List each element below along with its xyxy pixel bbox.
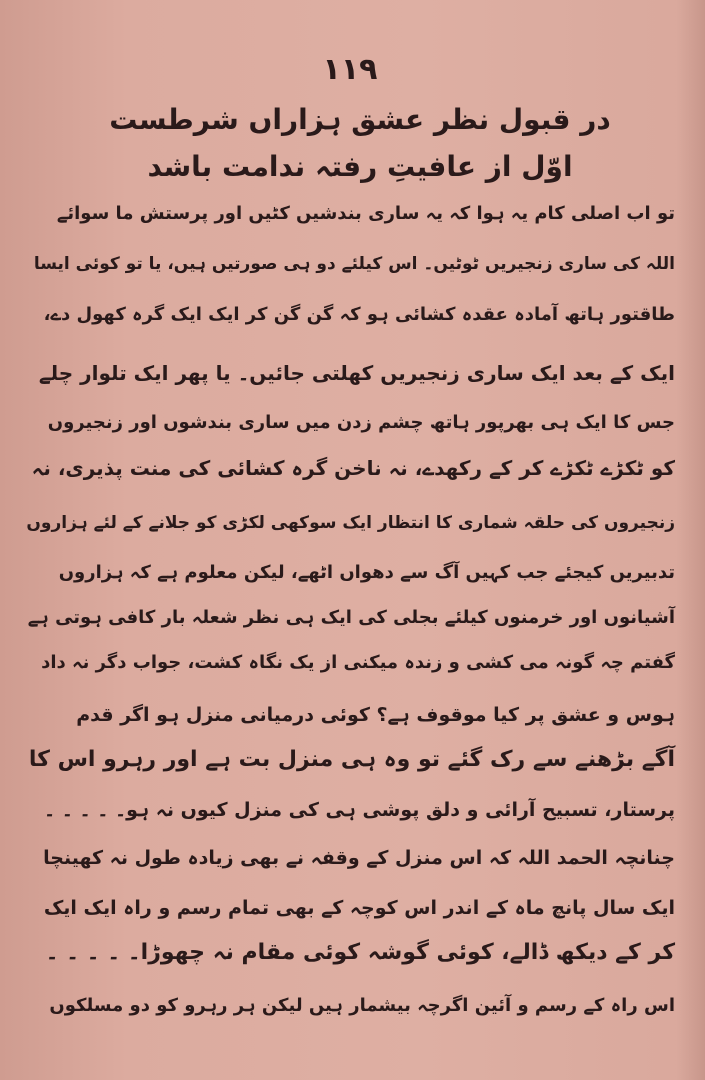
body-line-10: ہوس و عشق پر کیا موقوف ہے؟ کوئی درمیانی منزل ہو اگر قدم xyxy=(76,704,675,726)
body-line-4: ایک کے بعد ایک ساری زنجیریں کھلتی جائیں۔ یا پھر ایک تلوار چلے xyxy=(38,361,675,385)
couplet-line-2: اوّل از عافیتِ رفتہ ندامت باشد xyxy=(147,150,573,183)
body-line-11: آگے بڑھنے سے رک گئے تو وہ ہی منزل بت ہے اور رہرو اس کا xyxy=(28,747,675,772)
body-line-14: ایک سال پانچ ماہ کے اندر اس کوچہ کے بھی تمام رسم و راہ ایک ایک xyxy=(43,897,675,919)
body-line-16: اس راہ کے رسم و آئین اگرچہ بیشمار ہیں لیکن ہر رہرو کو دو مسلکوں xyxy=(49,995,675,1016)
body-line-12: پرستار، تسبیح آرائی و دلق پوشی ہی کی منزل کیوں نہ ہو۔ ۔ ۔ ۔ ۔ xyxy=(43,799,675,821)
body-line-15: کر کے دیکھ ڈالے، کوئی گوشہ کوئی مقام نہ چھوڑا۔ ۔ ۔ ۔ ۔ xyxy=(45,940,675,965)
body-line-3: طاقتور ہاتھ آمادہ عقدہ کشائی ہو کہ گن گن کر ایک ایک گرہ کھول دے، xyxy=(43,304,675,325)
page-number: ۱۱۹ xyxy=(322,52,378,87)
couplet-line-1: در قبول نظر عشق ہزاراں شرطست xyxy=(109,103,611,136)
body-line-6: کو ٹکڑے ٹکڑے کر کے رکھدے، نہ ناخن گرہ کشائی کی منت پذیری، نہ xyxy=(31,456,675,480)
body-line-1: تو اب اصلی کام یہ ہوا کہ یہ ساری بندشیں کٹیں اور پرستش ما سوائے xyxy=(56,203,675,224)
body-line-13: چنانچہ الحمد اللہ کہ اس منزل کے وقفہ نے بھی زیادہ طول نہ کھینچا xyxy=(43,847,675,869)
body-line-5: جس کا ایک ہی بھرپور ہاتھ چشم زدن میں ساری بندشوں اور زنجیروں xyxy=(47,412,675,433)
body-line-8: تدبیریں کیجئے جب کہیں آگ سے دھواں اٹھے، لیکن معلوم ہے کہ ہزاروں xyxy=(58,562,675,583)
binding-shadow xyxy=(677,0,705,1080)
persian-verse-line: گفتم چہ گونہ می کشی و زندہ میکنی از یک نگاہ کشت، جواب دگر نہ داد xyxy=(41,652,675,673)
body-line-9: آشیانوں اور خرمنوں کیلئے بجلی کی ایک ہی نظر شعلہ بار کافی ہوتی ہے xyxy=(27,607,675,628)
body-line-2: اللہ کی ساری زنجیریں ٹوٹیں۔ اس کیلئے دو ہی صورتیں ہیں، یا تو کوئی ایسا xyxy=(33,254,675,274)
body-line-7: زنجیروں کی حلقہ شماری کا انتظار ایک سوکھی لکڑی کو جلانے کے لئے ہزاروں xyxy=(26,513,675,533)
